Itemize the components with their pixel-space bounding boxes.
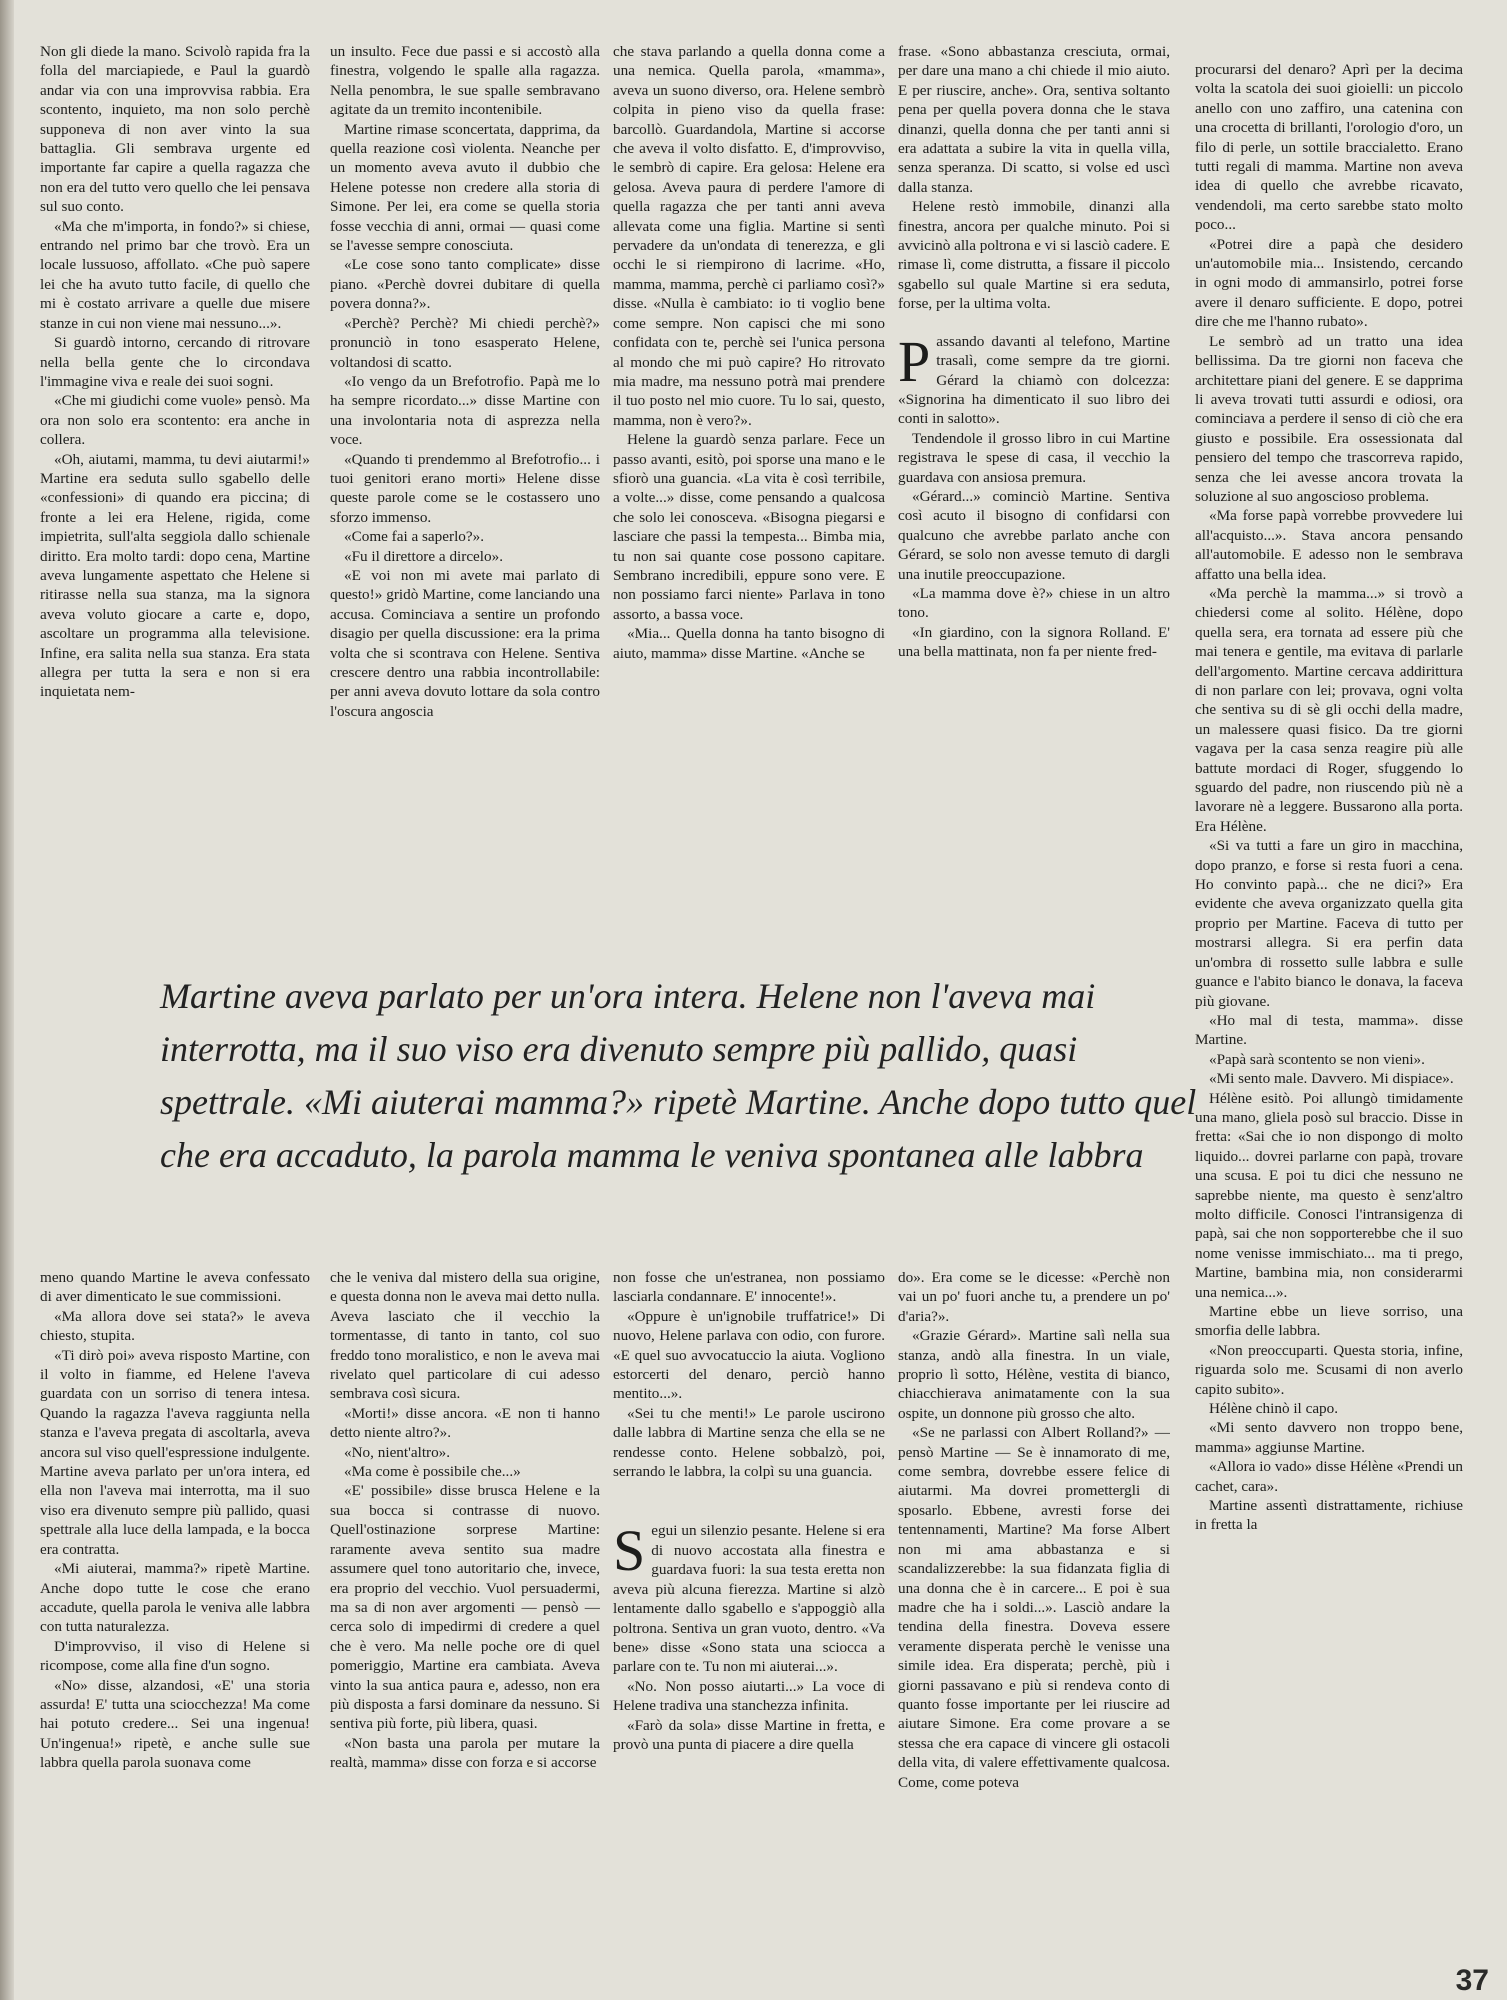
column-top-3	[613, 42, 885, 897]
paragraph: «Ti dirò poi» aveva risposto Martine, con il volto in fiamme, ed Helene l'aveva guardata con un sorriso di tenera intesa. Quando la ragazza l'aveva raggiunta nella stanza e l'aveva pregata di ascoltarla, aveva ancora sul viso quell'espressione indulgente. Martine aveva parlato per un'ora intera, ed ella non l'aveva mai interrotta, ma il suo viso era divenuto sempre più pallido, quasi spettrale alla luce della lampada, e la bocca era contratta.	[40, 1346, 310, 1558]
paragraph: «Oh, aiutami, mamma, tu devi aiutarmi!» Martine era seduta sullo sgabello delle «confessioni» di quando era piccina; di fronte a lei era Helene, rigida, come impietrita, sull'alta seggiola dallo schienale diritto. Era molto tardi: dopo cena, Martine aveva lungamente aspettato che Helene si ritirasse nella sua stanza, ma la signora aveva voluto giocare a carte e, dopo, ascoltare un programma alla televisione. Infine, era salita nella sua stanza. Era stata allegra per tutta la sera e non si era inquietata nem-	[40, 450, 310, 701]
column-bottom-4	[898, 1268, 1170, 1958]
column-right-long	[1195, 60, 1463, 1990]
paragraph: Si guardò intorno, cercando di ritrovare nella bella gente che lo circondava l'immagine viva e reale dei suoi sogni.	[40, 334, 310, 390]
paragraph: «Farò da sola» disse Martine in fretta, e provò una punta di piacere a dire quella	[613, 1716, 885, 1753]
paragraph: «No. Non posso aiutarti...» La voce di Helene tradiva una stanchezza infinita.	[613, 1677, 885, 1715]
pull-quote-line: interrotta, ma il suo viso era divenuto sempre più pallido, quasi	[160, 1029, 1078, 1069]
paragraph: «No, nient'altro».	[344, 1443, 451, 1461]
paragraph: «Io vengo da un Brefotrofio. Papà me lo ha sempre ricordato...» disse Martine con una involontaria nota di asprezza nella voce.	[330, 372, 600, 449]
paragraph: Non gli diede la mano. Scivolò rapida fra la folla del marciapiede, e Paul la guardò andar via con una improvvisa rabbia. Era scontento, inquieto, ma non solo perchè supponeva di non aver vinto la sua battaglia. Gli sembrava urgente ed importante far capire a quella ragazza che non era del tutto vero quello che lei pensava sul suo conto.	[40, 43, 310, 216]
column-bottom-2	[330, 1268, 600, 1958]
paragraph: «Se ne parlassi con Albert Rolland?» — pensò Martine — Se è innamorato di me, come sembra, dovrebbe essere felice di aiutarmi. Ma dovrei promettergli di sposarlo. Ebbene, avresti forse dei tentennamenti, Martine? Ma forse Albert non mi ama abbastanza e si scandalizzerebbe: la sua fidanzata figlia di una donna che è in carcere... E poi è sua madre che ha i soldi...». Lasciò andare la tendina della finestra. Doveva essere veramente disperata perchè le venisse una simile idea. Era disperata; perchè, più i giorni passavano e più si rendeva conto di quanto fosse importante per lei riuscire ad aiutare Simone. Era come provare a se stessa che era capace di vincere gli ostacoli della vita, di valere effettivamente qualcosa. Come, come poteva	[898, 1424, 1170, 1791]
paragraph: meno quando Martine le aveva confessato di aver dimenticato le sue commissioni.	[40, 1269, 310, 1306]
pull-quote	[160, 970, 1197, 1182]
column-bottom-3-part-a	[613, 1268, 885, 1481]
column-top-4-part-b	[898, 429, 1170, 662]
dropcap-p-text: assando davanti al telefono, Martine trasalì, come sempre da tre giorni. Gérard la chiamò con dolcezza: «Signorina ha dimenticato il suo libro dei conti in salotto».	[898, 332, 1170, 428]
paragraph: «E voi non mi avete mai parlato di questo!» gridò Martine, come lanciando una accusa. Cominciava a sentire un profondo disagio per quella discussione: era la prima volta che si scontrava con Helene. Sentiva crescere dentro una rabbia incontrollabile: per anni aveva dovuto lottare da sola contro l'oscura angoscia	[330, 566, 600, 720]
paragraph: «Ma forse papà vorrebbe provvedere lui all'acquisto...». Stava ancora pensando all'automobile. E adesso non le sembrava affatto una bella idea.	[1195, 507, 1463, 583]
paragraph: procurarsi del denaro? Aprì per la decima volta la scatola dei suoi gioielli: un piccolo anello con uno zaffiro, una catenina con una crocetta di brillanti, l'orologio d'oro, un filo di perle, un sottile braccialetto. Erano tutti regali di mamma. Martine non aveva idea di quello che avrebbe ricavato, vendendoli, ma certo sarebbe stato molto poco...	[1195, 61, 1463, 234]
paragraph: Helene restò immobile, dinanzi alla finestra, ancora per qualche minuto. Poi si avvicinò alla poltrona e vi si lasciò cadere. E rimase lì, come distrutta, a fissare il piccolo sgabello sul quale Martine si era seduta, forse, per la ultima volta.	[898, 198, 1170, 313]
paragraph: un insulto. Fece due passi e si accostò alla finestra, volgendo le spalle alla ragazza. Nella penombra, le sue spalle sembravano agitate da un tremito incontenibile.	[330, 43, 600, 119]
paragraph: Tendendole il grosso libro in cui Martine registrava le spese di casa, il vecchio la guardava con ansiosa premura.	[898, 429, 1170, 486]
column-bottom-3-part-b	[613, 1677, 885, 1755]
paragraph: «Sei tu che menti!» Le parole uscirono dalle labbra di Martine senza che ella se ne rendesse conto. Helene sobbalzò, poi, serrando le labbra, la colpì su una guancia.	[613, 1404, 885, 1481]
paragraph: do». Era come se le dicesse: «Perchè non vai un po' fuori anche tu, a prendere un po' d'aria?».	[898, 1269, 1170, 1325]
paragraph: «Si va tutti a fare un giro in macchina, dopo pranzo, e forse si resta fuori a cena. Ho convinto papà... che ne dici?» Era evidente che aveva organizzato quella gita proprio per Martine. Faceva di tutto per mostrarsi allegra. Si era perfin data un'ombra di rossetto sulle labbra e sulle guance e l'abito bianco le donava, la faceva più giovane.	[1195, 837, 1463, 1010]
paragraph: «Non basta una parola per mutare la realtà, mamma» disse con forza e si accorse	[330, 1734, 600, 1772]
paragraph: Hélène esitò. Poi allungò timidamente una mano, gliela posò sul braccio. Disse in fretta: «Sai che io non dispongo di molto liquido... dovrei parlarne con papà, trovare una scusa. E poi tu dici che nessuno ne saprebbe niente, ma questo è senz'altro molto difficile. Conosci l'intransigenza di papà, sai che non sopporterebbe che il suo nome venisse immischiato... ma ti prego, Martine, bambina mia, non considerarmi una nemica...».	[1195, 1089, 1463, 1301]
column-top-1	[40, 42, 310, 897]
paragraph: «Come fai a saperlo?».	[344, 528, 485, 546]
paragraph: «Ma come è possibile che...»	[344, 1463, 521, 1481]
paragraph: «No» disse, alzandosi, «E' una storia assurda! E' tutta una sciocchezza! Ma come hai potuto credere... Sei una ingenua! Un'ingenua!» ripetè, e anche sulle sue labbra quella parola suonava come	[40, 1676, 310, 1772]
paragraph: «Grazie Gérard». Martine salì nella sua stanza, andò alla finestra. In un viale, proprio lì sotto, Hélène, vestita di bianco, chiacchierava animatamente con la sua ospite, un donnone più grosso che alto.	[898, 1327, 1170, 1422]
dropcap-paragraph-s	[613, 1518, 885, 1676]
paragraph: «Ho mal di testa, mamma». disse Martine.	[1195, 1011, 1463, 1049]
paragraph: Helene la guardò senza parlare. Fece un passo avanti, esitò, poi sporse una mano e le sfiorò una guancia. «La vita è così terribile, a volte...» disse, come pensando a qualcosa che solo lei conosceva. «Bisogna piegarsi e lasciare che passi la tempesta... Bimba mia, tu non sai quante cose possono capitare. Sembrano incredibili, eppure sono vere. E non possiamo farci niente» Parlava in tono assorto, a bassa voce.	[613, 431, 885, 623]
paragraph: «Allora io vado» disse Hélène «Prendi un cachet, cara».	[1195, 1458, 1463, 1495]
paragraph: «Oppure è un'ignobile truffatrice!» Di nuovo, Helene parlava con odio, con furore. «E quel suo avvocatuccio la aiuta. Vogliono estorcerti del denaro, perciò hanno mentito...».	[613, 1307, 885, 1403]
paragraph: «Ma perchè la mamma...» si trovò a chiedersi come al solito. Hélène, dopo quella sera, era tornata ad essere più che mai tenera e gentile, ma evitava di parlarle dell'argomento. Martine cercava addirittura di non parlare con lei; provava, ogni volta che sentiva su di sè gli occhi della madre, un malessere quasi fisico. Da tre giorni vagava per la casa senza reagire più alle battute mordaci di Roger, sfuggendo lo sguardo del padre, non riuscendo più nè a lavorare nè a leggere. Bussarono alla porta. Era Hélène.	[1195, 584, 1463, 835]
paragraph: «Morti!» disse ancora. «E non ti hanno detto niente altro?».	[330, 1404, 600, 1442]
binding-shadow	[0, 0, 14, 2000]
paragraph: «Quando ti prendemmo al Brefotrofio... i tuoi genitori erano morti» Helene disse queste parole come se le costassero uno sforzo immenso.	[330, 450, 600, 526]
page-number: 37	[1455, 1964, 1489, 1997]
paragraph: Le sembrò ad un tratto una idea bellissima. Da tre giorni non faceva che architettare piani del genere. E se dapprima li aveva trovati tutti assurdi e odiosi, ora cominciava a perdere il senso di ciò che era giusto e possibile. Era ossessionata dal pensiero del tempo che trascorreva rapido, senza che lei avesse ancora trovata la soluzione al suo angoscioso problema.	[1195, 332, 1463, 505]
paragraph: «In giardino, con la signora Rolland. E' una bella mattinata, non fa per niente fred-	[898, 623, 1170, 661]
paragraph: «Ma che m'importa, in fondo?» si chiese, entrando nel primo bar che trovò. Era un locale lussuoso, affollato. «Che può sapere lei che ha avuto tutto facile, di quello che mi è costato arrivare a quelle due misere stanze in cui non viene mai nessuno...».	[40, 217, 310, 332]
paragraph: «Non preoccuparti. Questa storia, infine, riguarda solo me. Scusami di non averlo capito subito».	[1195, 1341, 1463, 1398]
paragraph: D'improvviso, il viso di Helene si ricompose, come alla fine d'un sogno.	[40, 1637, 310, 1675]
paragraph: «Ma allora dove sei stata?» le aveva chiesto, stupita.	[40, 1307, 310, 1345]
dropcap-s-text: egui un silenzio pesante. Helene si era di nuovo accostata alla finestra e guardava fuori: la sua testa eretta non aveva più alcuna fierezza. Martine si alzò lentamente dallo sgabello e s'appoggiò alla poltrona. Sentiva un gran vuoto, dentro. «Va bene» disse «Sono stata una sciocca a parlare con te. Tu non mi aiuterai...».	[613, 1522, 885, 1676]
paragraph: «Mi sento male. Davvero. Mi dispiace».	[1209, 1070, 1454, 1088]
paragraph: Hélène chinò il capo.	[1209, 1400, 1339, 1418]
paragraph: «Che mi giudichi come vuole» pensò. Ma ora non solo era scontento: era anche in collera.	[40, 392, 310, 449]
paragraph: «Perchè? Perchè? Mi chiedi perchè?» pronunciò in tono esasperato Helene, voltandosi di scatto.	[330, 314, 600, 371]
paragraph: non fosse che un'estranea, non possiamo lasciarla condannare. E' innocente!».	[613, 1269, 885, 1306]
paragraph: che stava parlando a quella donna come a una nemica. Quella parola, «mamma», aveva un suono diverso, ora. Helene sembrò colpita in pieno viso da quella frase: barcollò. Guardandola, Martine si accorse che aveva il volto disfatto. E, d'improvviso, le sembrò di capire. Era gelosa: Helene era gelosa. Aveva paura di perdere l'amore di quella ragazza che per tanti anni aveva allevata come una figlia. Martine si sentì pervadere da un'ondata di tenerezza, e gli occhi le si riempirono di lacrime. «Ho, mamma, mamma, perchè ci parliamo così?» disse. «Nulla è cambiato: io ti voglio bene come sempre. Non capisci che mi sono confidata con te, perchè sei l'unica persona al mondo che mi può capire? Ho ritrovato mia madre, ma nessuno potrà mai prendere il tuo posto nel mio cuore. Tu lo sai, questo, mamma, non è vero?».	[613, 43, 885, 429]
paragraph: «Fu il direttore a dircelo».	[344, 547, 504, 565]
paragraph: Martine assentì distrattamente, richiuse in fretta la	[1195, 1497, 1463, 1534]
paragraph: Martine ebbe un lieve sorriso, una smorfia delle labbra.	[1195, 1303, 1463, 1340]
dropcap-letter: P	[898, 328, 931, 394]
paragraph: che le veniva dal mistero della sua origine, e questa donna non le aveva mai detto nulla. Aveva lasciato che il vecchio la tormentasse, di tanto in tanto, col suo freddo tono moralistico, e non le aveva mai rivelato quel particolare di cui adesso sembrava così sicura.	[330, 1269, 600, 1403]
column-top-2	[330, 42, 600, 897]
pull-quote-line: spettrale. «Mi aiuterai mamma?» ripetè Martine. Anche dopo tutto quel	[160, 1082, 1197, 1122]
paragraph: Martine rimase sconcertata, dapprima, da quella reazione così violenta. Neanche per un momento aveva avuto il dubbio che Helene potesse non credere alla storia di Simone. Per lei, era come se quella storia fosse vecchia di anni, ormai — quasi come se l'avesse sempre conosciuta.	[330, 120, 600, 255]
paragraph: «Mi sento davvero non troppo bene, mamma» aggiunse Martine.	[1195, 1419, 1463, 1456]
column-bottom-3	[613, 1268, 885, 1958]
dropcap-paragraph-p	[898, 328, 1170, 429]
column-top-4-part-a	[898, 42, 1170, 314]
paragraph: «Papà sarà scontento se non vieni».	[1209, 1050, 1425, 1068]
pull-quote-line: che era accaduto, la parola mamma le veniva spontanea alle labbra	[160, 1135, 1144, 1175]
dropcap-letter: S	[613, 1518, 646, 1584]
paragraph: «Potrei dire a papà che desidero un'automobile mia... Insistendo, cercando in ogni modo di ammansirlo, potrei forse avere il denaro sufficiente. E dopo, potrei dire che me l'hanno rubato».	[1195, 235, 1463, 331]
paragraph: «Mi aiuterai, mamma?» ripetè Martine. Anche dopo tutte le cose che erano accadute, quella parola le veniva alle labbra con tutta naturalezza.	[40, 1560, 310, 1636]
column-top-4	[898, 42, 1170, 897]
pull-quote-line: Martine aveva parlato per un'ora intera. Helene non l'aveva mai	[160, 976, 1096, 1016]
paragraph: frase. «Sono abbastanza cresciuta, ormai, per dare una mano a chi chiede il mio aiuto. E per riuscire, anche». Ora, sentiva soltanto pena per quella povera donna che le stava dinanzi, quella donna che per tanti anni si era adattata a subire la vita in quella villa, senza speranza. Di scatto, si volse ed uscì dalla stanza.	[898, 43, 1170, 196]
paragraph: «Le cose sono tanto complicate» disse piano. «Perchè dovrei dubitare di quella povera donna?».	[330, 256, 600, 313]
paragraph: «Mia... Quella donna ha tanto bisogno di aiuto, mamma» disse Martine. «Anche se	[613, 625, 885, 662]
paragraph: «La mamma dove è?» chiese in un altro tono.	[898, 584, 1170, 622]
column-bottom-1	[40, 1268, 310, 1958]
paragraph: «E' possibile» disse brusca Helene e la sua bocca si contrasse di nuovo. Quell'ostinazione sorprese Martine: raramente aveva sentito sua madre assumere quel tono autoritario che, invece, era proprio del vecchio. Vuol persuadermi, ma sa di non aver argomenti — pensò — cerca solo di impedirmi di credere a quel che è vero. Ma nelle poche ore di quel pomeriggio, Martine era cambiata. Aveva vinto la sua antica paura e, adesso, non era più disposta a farsi dominare da nessuno. Si sentiva più forte, più libera, quasi.	[330, 1482, 600, 1733]
paragraph: «Gérard...» cominciò Martine. Sentiva così acuto il bisogno di confidarsi con qualcuno che avrebbe parlato anche con Gérard, se solo non avesse temuto di dargli una inutile preoccupazione.	[898, 487, 1170, 583]
